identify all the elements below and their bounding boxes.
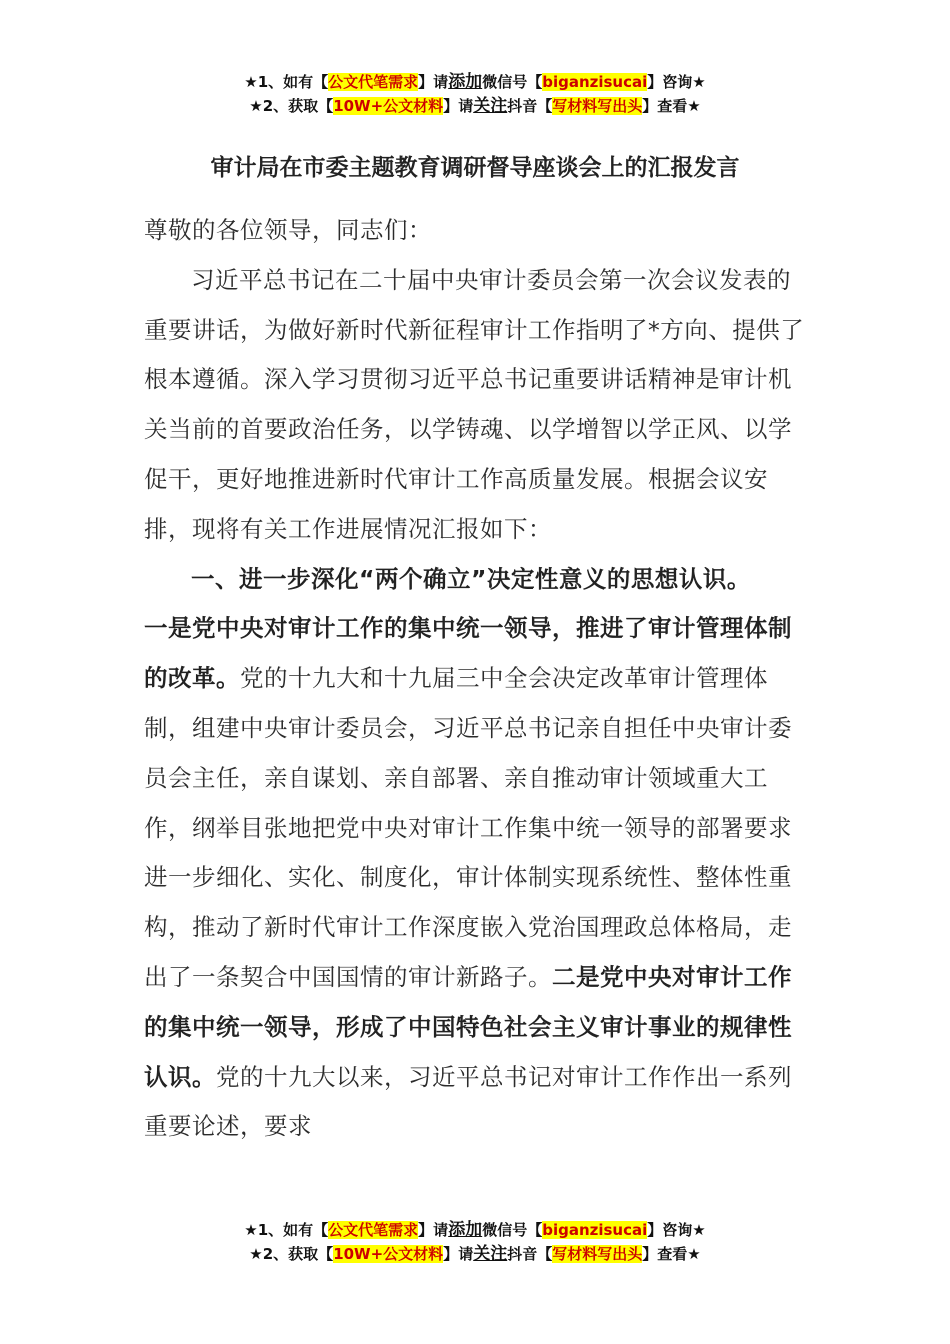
- promo-banner-bottom: [0, 1218, 950, 1266]
- promo-highlight: 公文代笔需求: [328, 73, 419, 91]
- promo-emphasis: 关注: [473, 96, 508, 116]
- promo-line-1: [0, 70, 950, 94]
- promo-text: ★1、如有【: [244, 73, 329, 91]
- promo-highlight: biganzisucai: [542, 1221, 648, 1239]
- promo-text: 】查看★: [642, 1245, 701, 1263]
- point-1-text: 党的十九大和十九届三中全会决定改革审计管理体制，组建中央审计委员会，习近平总书记亲自担任中央审计委员会主任，亲自谋划、亲自部署、亲自推动审计领域重大工作，纲举目张地把党中央对审计工作集中统一领导的部署要求进一步细化、实化、制度化，审计体制实现系统性、整体性重构，推动了新时代审计工作深度嵌入党治国理政总体格局，走出了一条契合中国国情的审计新路子。: [144, 664, 792, 991]
- promo-emphasis: 关注: [473, 1244, 508, 1264]
- promo-text: 】请: [418, 1221, 449, 1239]
- promo-text: 抖音【: [507, 97, 553, 115]
- intro-paragraph: 习近平总书记在二十届中央审计委员会第一次会议发表的重要讲话，为做好新时代新征程审计工作指明了*方向、提供了根本遵循。深入学习贯彻习近平总书记重要讲话精神是审计机关当前的首要政治任务，以学铸魂、以学增智以学正风、以学促干，更好地推进新时代审计工作高质量发展。根据会议安排，现将有关工作进展情况汇报如下：: [144, 265, 805, 543]
- promo-highlight: 写材料写出头: [552, 1245, 643, 1263]
- section-heading: 一、进一步深化“两个确立”决定性意义的思想认识。: [191, 564, 751, 593]
- promo-highlight: 公文代笔需求: [328, 1221, 419, 1239]
- promo-text: 】请: [443, 97, 474, 115]
- promo-text: 微信号【: [482, 1221, 543, 1239]
- promo-text: ★1、如有【: [244, 1221, 329, 1239]
- promo-line-2: [0, 94, 950, 118]
- promo-emphasis: 添加: [448, 1220, 483, 1240]
- document-body: [144, 206, 810, 1152]
- point-2-text: 党的十九大以来，习近平总书记对审计工作作出一系列重要论述，要求: [144, 1062, 792, 1141]
- promo-text: 】查看★: [642, 97, 701, 115]
- promo-text: 】请: [443, 1245, 474, 1263]
- document-title: 审计局在市委主题教育调研督导座谈会上的汇报发言: [210, 155, 740, 181]
- promo-text: 】请: [418, 73, 449, 91]
- point-1-lead: 一是党中央对审计工作的集中统一领导，推进了审计管理体制的改革。: [144, 614, 792, 693]
- body-paragraph: [144, 604, 810, 1152]
- promo-emphasis: 添加: [448, 72, 483, 92]
- promo-line-2: [0, 1242, 950, 1266]
- promo-highlight: 10W+公文材料: [333, 97, 444, 115]
- promo-banner-top: [0, 70, 950, 118]
- promo-text: ★2、获取【: [249, 1245, 334, 1263]
- point-2-lead: 二是党中央对审计工作的集中统一领导，形成了中国特色社会主义审计事业的规律性认识。: [144, 962, 792, 1091]
- promo-highlight: 10W+公文材料: [333, 1245, 444, 1263]
- promo-text: 】咨询★: [647, 73, 706, 91]
- salutation: 尊敬的各位领导，同志们：: [144, 216, 432, 244]
- promo-highlight: 写材料写出头: [552, 97, 643, 115]
- promo-line-1: [0, 1218, 950, 1242]
- promo-text: 微信号【: [482, 73, 543, 91]
- promo-text: 】咨询★: [647, 1221, 706, 1239]
- promo-highlight: biganzisucai: [542, 73, 648, 91]
- promo-text: ★2、获取【: [249, 97, 334, 115]
- promo-text: 抖音【: [507, 1245, 553, 1263]
